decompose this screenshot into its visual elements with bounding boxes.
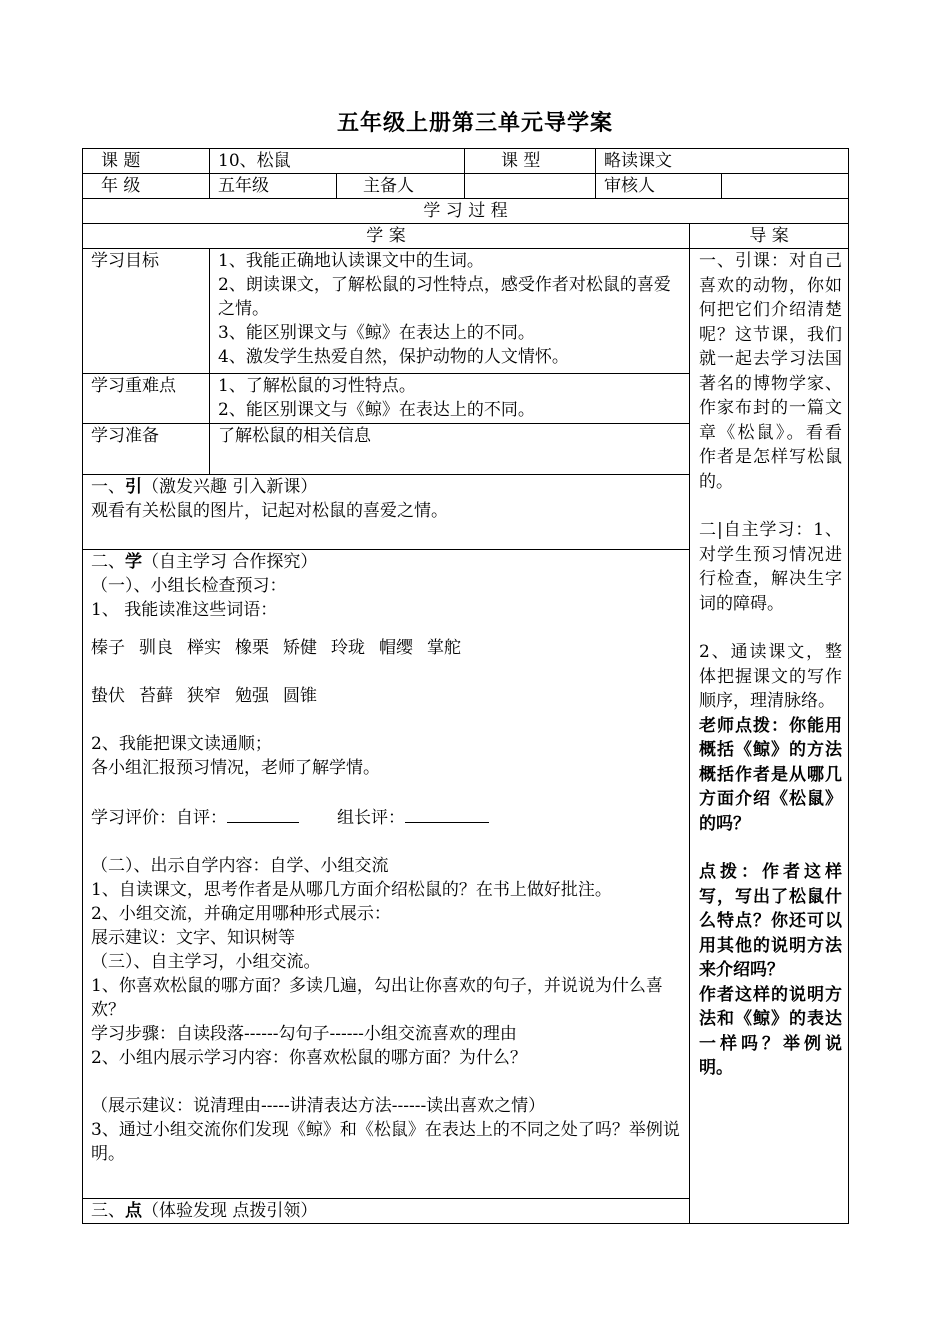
group-eval-blank bbox=[405, 804, 489, 823]
goal-item: 2、朗读课文，了解松鼠的习性特点，感受作者对松鼠的喜爱之情。 bbox=[218, 275, 671, 319]
study-item: 1、 我能读准这些词语： bbox=[91, 600, 278, 620]
topic-label: 课 题 bbox=[83, 149, 210, 174]
section-intro-text: 观看有关松鼠的图片，记起对松鼠的喜爱之情。 bbox=[91, 501, 448, 521]
process-header: 学 习 过 程 bbox=[83, 199, 849, 224]
goals-content bbox=[210, 249, 690, 374]
study-column-header: 学 案 bbox=[83, 224, 690, 249]
study-item: （展示建议：说清理由-----讲清表达方法------读出喜欢之情） bbox=[91, 1096, 546, 1116]
vocab-row-1: 榛子 驯良 榉实 橡栗 矫健 玲珑 帽缨 掌舵 bbox=[91, 638, 461, 658]
section-intro bbox=[83, 475, 690, 550]
lesson-plan-table bbox=[82, 148, 849, 1224]
preparer-value bbox=[465, 174, 596, 199]
prep-content: 了解松鼠的相关信息 bbox=[210, 424, 690, 475]
study-item: 展示建议：文字、知识树等 bbox=[91, 928, 295, 948]
type-value: 略读课文 bbox=[596, 149, 849, 174]
study-item: 2、小组交流，并确定用哪种形式展示： bbox=[91, 904, 391, 924]
study-item: 2、我能把课文读通顺； bbox=[91, 734, 272, 754]
guide-self-study: 二|自主学习：1、对学生预习情况进行检查，解决生字词的障碍。 bbox=[699, 520, 843, 614]
guide-tip: 作者这样的说明方法和《鲸》的表达一样吗？举例说明。 bbox=[699, 984, 843, 1078]
guide-column-header: 导 案 bbox=[690, 224, 849, 249]
study-item: 2、小组内展示学习内容：你喜欢松鼠的哪方面？为什么？ bbox=[91, 1048, 527, 1068]
key-point-item: 2、能区别课文与《鲸》在表达上的不同。 bbox=[218, 400, 535, 420]
grade-value: 五年级 bbox=[210, 174, 337, 199]
study-item: 1、自读课文，思考作者是从哪几方面介绍松鼠的？在书上做好批注。 bbox=[91, 880, 612, 900]
goals-row bbox=[83, 249, 849, 374]
page-title: 五年级上册第三单元导学案 bbox=[336, 110, 613, 136]
preparer-label: 主备人 bbox=[337, 174, 465, 199]
goals-label: 学习目标 bbox=[83, 249, 210, 374]
sub-heading: （二）、出示自学内容：自学、小组交流 bbox=[91, 856, 389, 876]
study-item: 3、通过小组交流你们发现《鲸》和《松鼠》在表达上的不同之处了吗？举例说明。 bbox=[91, 1120, 680, 1164]
key-point-item: 1、了解松鼠的习性特点。 bbox=[218, 376, 416, 396]
guide-tip: 老师点拨：你能用概括《鲸》的方法概括作者是从哪几方面介绍《松鼠》的吗？ bbox=[699, 715, 843, 834]
goal-item: 4、激发学生热爱自然，保护动物的人文情怀。 bbox=[218, 347, 569, 367]
header-row-grade bbox=[83, 174, 849, 199]
guide-tip: 点拨：作者这样写，写出了松鼠什么特点？你还可以用其他的说明方法来介绍吗？ bbox=[699, 862, 843, 980]
guide-intro: 一、引课：对自己喜欢的动物，你如何把它们介绍清楚呢？这节课，我们就一起去学习法国著名的博物学家、作家布封的一篇文章《松鼠》。看看作者是怎样写松鼠的。 bbox=[699, 251, 843, 492]
reviewer-label: 审核人 bbox=[596, 174, 722, 199]
evaluation-line: 学习评价：自评： 组长评： bbox=[91, 804, 681, 830]
study-item: 学习步骤：自读段落------勾句子------小组交流喜欢的理由 bbox=[91, 1024, 517, 1044]
goal-item: 3、能区别课文与《鲸》在表达上的不同。 bbox=[218, 323, 535, 343]
vocab-row-2: 蛰伏 苔藓 狭窄 勉强 圆锥 bbox=[91, 686, 317, 706]
grade-label: 年 级 bbox=[83, 174, 210, 199]
prep-label: 学习准备 bbox=[83, 424, 210, 475]
type-label: 课 型 bbox=[465, 149, 596, 174]
reviewer-value bbox=[722, 174, 849, 199]
section-point-heading: 三、点（体验发现 点拨引领） bbox=[91, 1201, 318, 1221]
self-eval-blank bbox=[227, 804, 299, 823]
guide-content bbox=[690, 249, 849, 1224]
key-points-content bbox=[210, 374, 690, 424]
section-study-heading: 二、学（自主学习 合作探究） bbox=[91, 552, 318, 572]
guide-read-through: 2、通读课文，整体把握课文的写作顺序，理清脉络。 bbox=[699, 642, 843, 711]
section-study bbox=[83, 550, 690, 1199]
header-row-topic bbox=[83, 149, 849, 174]
study-item: 1、你喜欢松鼠的哪方面？多读几遍，勾出让你喜欢的句子，并说说为什么喜欢？ bbox=[91, 976, 663, 1020]
section-intro-heading: 一、引（激发兴趣 引入新课） bbox=[91, 477, 318, 497]
sub-heading: （三）、自主学习，小组交流。 bbox=[91, 952, 321, 972]
section-point bbox=[83, 1199, 690, 1224]
topic-value: 10、松鼠 bbox=[210, 149, 465, 174]
study-text: 各小组汇报预习情况，老师了解学情。 bbox=[91, 758, 380, 778]
key-points-label: 学习重难点 bbox=[83, 374, 210, 424]
sub-heading: （一）、小组长检查预习： bbox=[91, 576, 287, 596]
goal-item: 1、我能正确地认读课文中的生词。 bbox=[218, 251, 484, 271]
